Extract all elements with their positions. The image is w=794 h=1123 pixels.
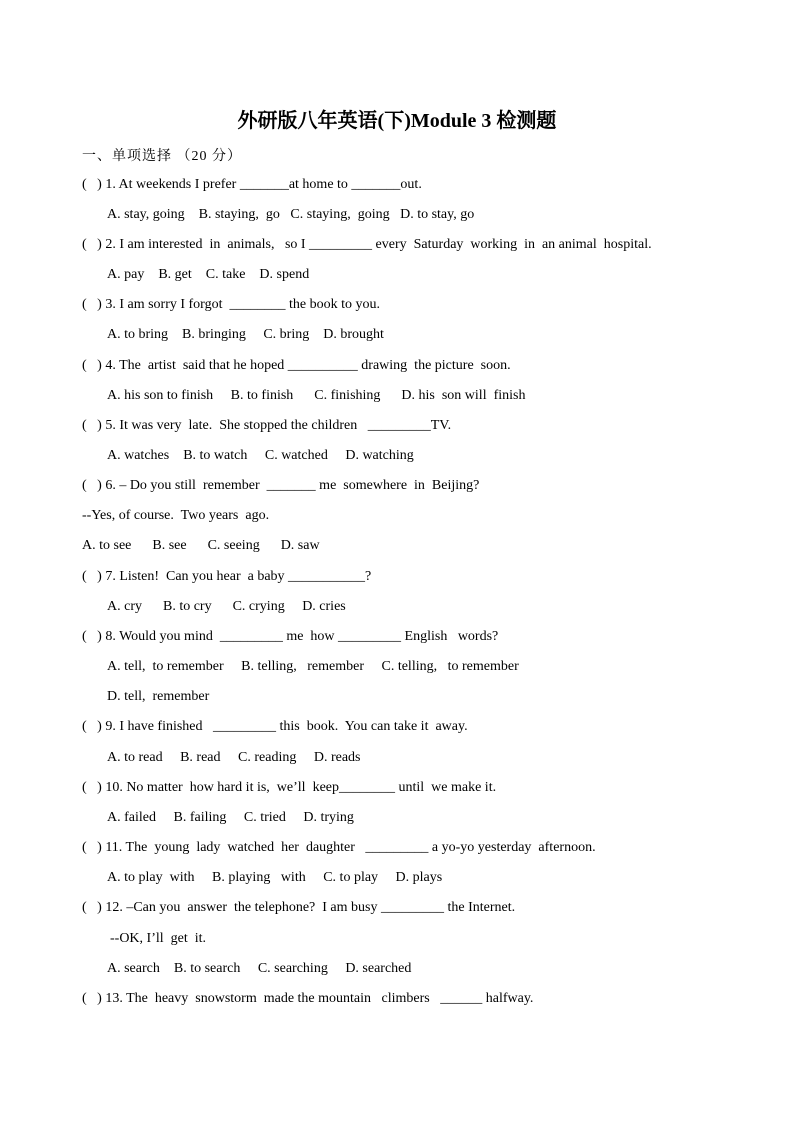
question-4: ( ) 4. The artist said that he hoped __________ drawing the picture soon. [82,358,511,373]
question-7: ( ) 7. Listen! Can you hear a baby ___________? [82,569,372,584]
question-2-options: A. pay B. get C. take D. spend [107,267,310,282]
question-8-options: A. tell, to remember B. telling, remember C. telling, to remember [107,659,519,674]
question-6-dialogue: --Yes, of course. Two years ago. [82,508,270,523]
question-8: ( ) 8. Would you mind _________ me how _________ English words? [82,629,499,644]
question-9: ( ) 9. I have finished _________ this book. You can take it away. [82,719,468,734]
question-12-dialogue: --OK, I’ll get it. [110,931,207,946]
section-heading: 一、单项选择 （20 分） [82,149,242,164]
question-1-options: A. stay, going B. staying, go C. staying, going D. to stay, go [107,207,475,222]
question-1: ( ) 1. At weekends I prefer _______at home to _______out. [82,177,422,192]
question-9-options: A. to read B. read C. reading D. reads [107,750,361,765]
question-7-options: A. cry B. to cry C. crying D. cries [107,599,346,614]
question-6: ( ) 6. – Do you still remember _______ me somewhere in Beijing? [82,478,480,493]
question-5: ( ) 5. It was very late. She stopped the children _________TV. [82,418,452,433]
question-5-options: A. watches B. to watch C. watched D. watching [107,448,414,463]
question-8-options-d: D. tell, remember [107,689,210,704]
question-12: ( ) 12. –Can you answer the telephone? I am busy _________ the Internet. [82,900,516,915]
page-title: 外研版八年英语(下)Module 3 检测题 [237,110,557,132]
question-12-options: A. search B. to search C. searching D. searched [107,961,412,976]
question-6-options: A. to see B. see C. seeing D. saw [82,538,320,553]
question-3: ( ) 3. I am sorry I forgot ________ the book to you. [82,297,380,312]
question-10: ( ) 10. No matter how hard it is, we’ll keep________ until we make it. [82,780,497,795]
question-3-options: A. to bring B. bringing C. bring D. brought [107,327,384,342]
question-4-options: A. his son to finish B. to finish C. finishing D. his son will finish [107,388,526,403]
question-2: ( ) 2. I am interested in animals, so I _________ every Saturday working in an animal hospital. [82,237,652,252]
question-11-options: A. to play with B. playing with C. to play D. plays [107,870,443,885]
question-13: ( ) 13. The heavy snowstorm made the mountain climbers ______ halfway. [82,991,534,1006]
question-11: ( ) 11. The young lady watched her daughter _________ a yo-yo yesterday afternoon. [82,840,596,855]
question-10-options: A. failed B. failing C. tried D. trying [107,810,354,825]
